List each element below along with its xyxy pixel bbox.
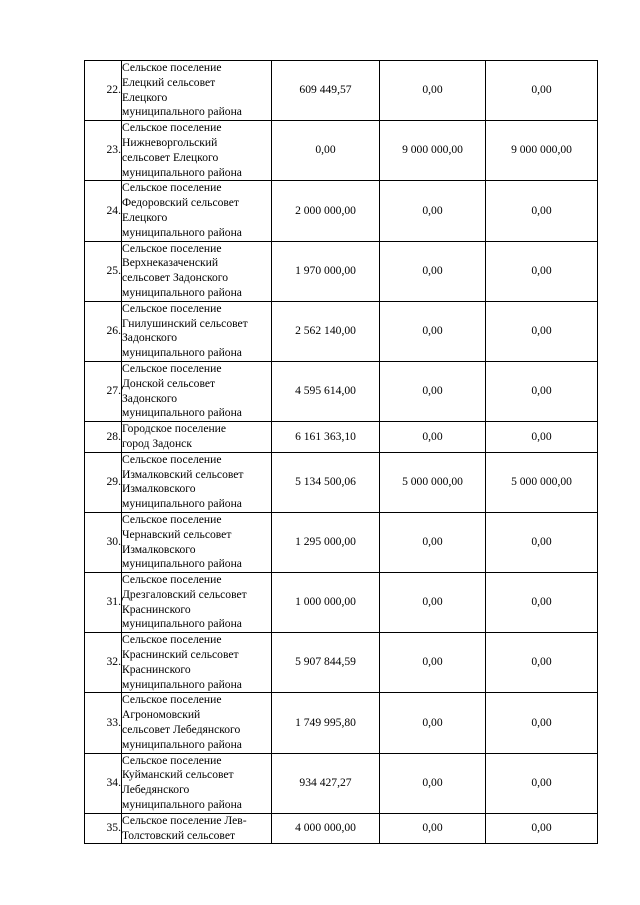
amount-col-2: 0,00 [380,361,486,421]
amount-col-2: 0,00 [380,61,486,121]
table-row [85,181,598,241]
amount-col-1: 1 749 995,80 [272,693,380,753]
row-number: 22. [85,61,122,121]
amount-col-1: 2 000 000,00 [272,181,380,241]
amount-col-1: 4 595 614,00 [272,361,380,421]
settlement-name: Городское поселение город Задонск [122,422,272,453]
table-row [85,422,598,453]
table-row [85,361,598,421]
amount-col-2: 0,00 [380,813,486,844]
row-number: 28. [85,422,122,453]
amount-col-3: 0,00 [486,512,598,572]
table-row [85,121,598,181]
row-number: 30. [85,512,122,572]
amount-col-3: 0,00 [486,753,598,813]
amount-col-1: 609 449,57 [272,61,380,121]
row-number: 23. [85,121,122,181]
amount-col-3: 0,00 [486,573,598,633]
amount-col-2: 0,00 [380,181,486,241]
amount-col-3: 0,00 [486,241,598,301]
row-number: 34. [85,753,122,813]
table-row [85,753,598,813]
settlement-name: Сельское поселение Нижневоргольский сельсовет Елецкого муниципального района [122,121,272,181]
settlement-name: Сельское поселение Краснинский сельсовет Краснинского муниципального района [122,633,272,693]
amount-col-3: 0,00 [486,181,598,241]
table-row [85,693,598,753]
table-row [85,301,598,361]
table-row [85,813,598,844]
row-number: 31. [85,573,122,633]
settlement-name: Сельское поселение Гнилушинский сельсовет Задонского муниципального района [122,301,272,361]
table-row [85,633,598,693]
allocation-table [84,60,598,844]
settlement-name: Сельское поселение Дрезгаловский сельсовет Краснинского муниципального района [122,573,272,633]
amount-col-2: 0,00 [380,753,486,813]
table-row [85,452,598,512]
settlement-name: Сельское поселение Донской сельсовет Задонского муниципального района [122,361,272,421]
table-row [85,512,598,572]
table-row [85,61,598,121]
table-row [85,241,598,301]
row-number: 35. [85,813,122,844]
amount-col-3: 0,00 [486,633,598,693]
row-number: 33. [85,693,122,753]
amount-col-2: 0,00 [380,693,486,753]
amount-col-1: 1 970 000,00 [272,241,380,301]
amount-col-3: 9 000 000,00 [486,121,598,181]
settlement-name: Сельское поселение Измалковский сельсовет Измалковского муниципального района [122,452,272,512]
amount-col-3: 0,00 [486,693,598,753]
amount-col-1: 6 161 363,10 [272,422,380,453]
amount-col-2: 0,00 [380,422,486,453]
amount-col-3: 0,00 [486,813,598,844]
amount-col-3: 0,00 [486,301,598,361]
settlement-name: Сельское поселение Елецкий сельсовет Елецкого муниципального района [122,61,272,121]
table-row [85,573,598,633]
amount-col-2: 5 000 000,00 [380,452,486,512]
amount-col-1: 1 000 000,00 [272,573,380,633]
settlement-name: Сельское поселение Агрономовский сельсовет Лебедянского муниципального района [122,693,272,753]
amount-col-3: 5 000 000,00 [486,452,598,512]
row-number: 26. [85,301,122,361]
amount-col-1: 0,00 [272,121,380,181]
settlement-name: Сельское поселение Лев- Толстовский сельсовет [122,813,272,844]
row-number: 27. [85,361,122,421]
amount-col-3: 0,00 [486,61,598,121]
amount-col-1: 2 562 140,00 [272,301,380,361]
amount-col-2: 0,00 [380,633,486,693]
row-number: 29. [85,452,122,512]
settlement-name: Сельское поселение Чернавский сельсовет Измалковского муниципального района [122,512,272,572]
amount-col-2: 9 000 000,00 [380,121,486,181]
row-number: 32. [85,633,122,693]
settlement-name: Сельское поселение Куйманский сельсовет Лебедянского муниципального района [122,753,272,813]
amount-col-2: 0,00 [380,512,486,572]
amount-col-1: 5 134 500,06 [272,452,380,512]
amount-col-2: 0,00 [380,241,486,301]
amount-col-1: 4 000 000,00 [272,813,380,844]
amount-col-2: 0,00 [380,301,486,361]
row-number: 25. [85,241,122,301]
settlement-name: Сельское поселение Верхнеказаченский сельсовет Задонского муниципального района [122,241,272,301]
amount-col-1: 934 427,27 [272,753,380,813]
amount-col-2: 0,00 [380,573,486,633]
amount-col-1: 1 295 000,00 [272,512,380,572]
amount-col-3: 0,00 [486,422,598,453]
settlement-name: Сельское поселение Федоровский сельсовет Елецкого муниципального района [122,181,272,241]
amount-col-3: 0,00 [486,361,598,421]
row-number: 24. [85,181,122,241]
amount-col-1: 5 907 844,59 [272,633,380,693]
